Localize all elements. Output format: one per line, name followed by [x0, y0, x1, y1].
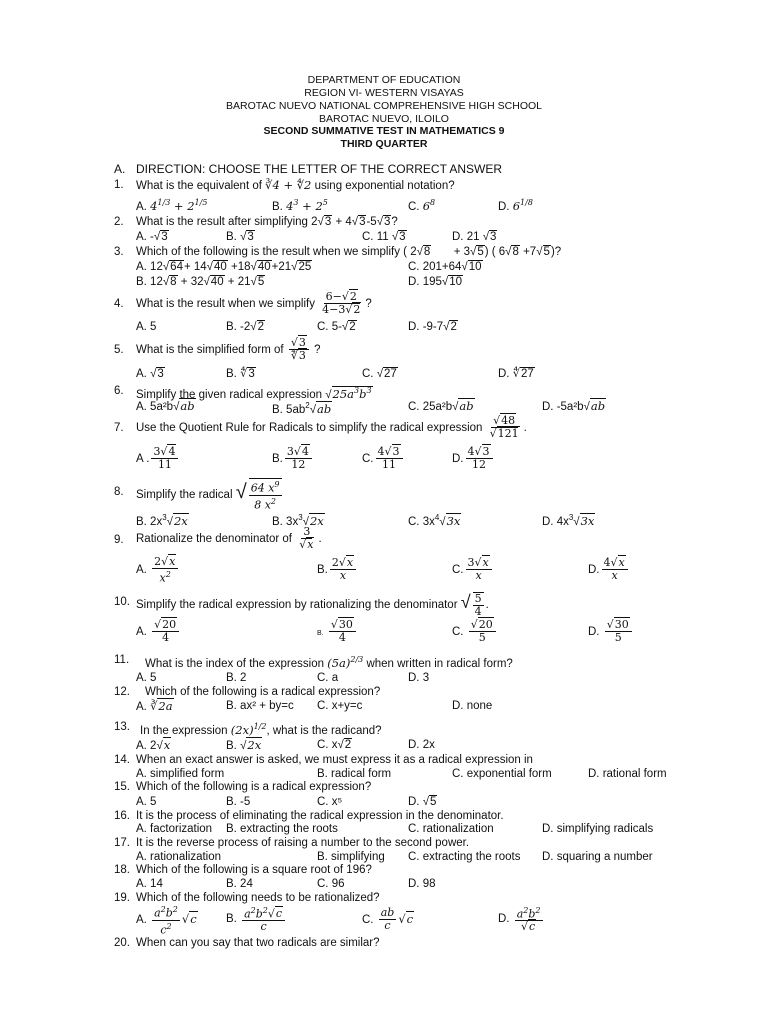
q3-option-b: B. 12√8 + 32√40 + 21√5 — [136, 276, 265, 288]
q7-option-d: D. $\frac{4√3}{12}$ — [452, 445, 495, 473]
q15-option-c: C. x⁵ — [317, 796, 343, 808]
header-address: BAROTAC NUEVO, ILOILO — [319, 113, 449, 125]
q3-option-a: A. 12√64+ 14√40 +18√40+21√25 — [136, 261, 312, 273]
q7-number: 7. — [114, 422, 124, 434]
q19-option-d: D. $\frac{a^2b^2}{√c}$ — [498, 905, 541, 934]
q8-option-c: C. $3x^4√3x$ — [408, 513, 461, 528]
q7-stem: Use the Quotient Rule for Radicals to simplify the radical expression $\frac{√48}{√121}$ . — [136, 414, 527, 441]
q1-option-d: D. $6^{1/8}$ — [498, 198, 533, 213]
q4-fraction: $\frac{6-√2}{4-3√2}$ — [322, 290, 361, 317]
q7-option-c: C. $\frac{4√3}{11}$ — [362, 445, 405, 473]
q17-stem: It is the reverse process of raising a number to the second power. — [136, 837, 470, 849]
q14-option-d: D. rational form — [588, 768, 667, 780]
q5-option-c: C. √27 — [362, 368, 397, 380]
q18-number: 18. — [114, 864, 130, 876]
q3-stem: Which of the following is the result when we simplify ( 2√8 + 3√5) ( 6√8 +7√5)? — [136, 246, 562, 258]
q5-option-d: D. ∜27 — [498, 368, 534, 380]
q15-stem: Which of the following is a radical expression? — [136, 781, 372, 793]
q17-option-b: B. simplifying — [317, 851, 385, 863]
q15-number: 15. — [114, 781, 130, 793]
q1-option-c: C. $6^8$ — [408, 198, 436, 213]
q12-option-d: D. none — [452, 700, 493, 712]
q19-number: 19. — [114, 892, 130, 904]
q10-option-b: B. $\frac{√30}{4}$ — [317, 617, 358, 649]
q1-stem: What is the equivalent of ∛4 + ∜2 using exponential notation? — [136, 178, 455, 192]
q6-option-a: A. 5a²b√ab — [136, 399, 195, 413]
q9-option-d: D. $\frac{4√x}{x}$ — [588, 555, 630, 585]
q16-option-b: B. extracting the roots — [226, 823, 338, 835]
q2-stem: What is the result after simplifying 2√3 + 4√3-5√3? — [136, 216, 398, 228]
test-quarter: THIRD QUARTER — [340, 138, 428, 150]
q15-option-a: A. 5 — [136, 796, 157, 808]
q11-stem: What is the index of the expression $(5a)^{2/3}$ when written in radical form? — [145, 655, 513, 670]
q17-number: 17. — [114, 837, 130, 849]
q16-option-c: C. rationalization — [408, 823, 494, 835]
q9-number: 9. — [114, 534, 124, 546]
q1-number: 1. — [114, 179, 124, 191]
q13-option-a: A. 2√x — [136, 738, 171, 752]
q18-stem: Which of the following is a square root of 196? — [136, 864, 372, 876]
q10-option-d: D. $\frac{√30}{5}$ — [588, 617, 634, 647]
q14-option-b: B. radical form — [317, 768, 392, 780]
q12-stem: Which of the following is a radical expression? — [145, 686, 381, 698]
q15-option-d: D. √5 — [408, 796, 437, 808]
q19-option-c: C. $\frac{ab}{c}$ √c — [362, 906, 414, 933]
q6-stem: Simplify the given radical expression $√25a^3b^3$ — [136, 386, 372, 401]
q8-stem: Simplify the radical √ $\frac{64 x^9}{8 x^2}$ — [136, 480, 280, 512]
q18-option-d: D. 98 — [408, 878, 436, 890]
q9-stem: Rationalize the denominator of $\frac{3}{√x}$ . — [136, 525, 322, 552]
q10-number: 10. — [114, 596, 130, 608]
q16-number: 16. — [114, 810, 130, 822]
q1-option-a: A. $4^{1/3} + 2^{1/5}$ — [136, 198, 208, 213]
q16-stem: It is the process of eliminating the radical expression in the denominator. — [136, 810, 504, 822]
q14-number: 14. — [114, 754, 130, 766]
q12-number: 12. — [114, 686, 130, 698]
q13-option-d: D. 2x — [408, 739, 435, 751]
q7-option-b: B. $\frac{3√4}{12}$ — [272, 445, 314, 473]
q5-option-a: A. √3 — [136, 368, 164, 380]
q8-number: 8. — [114, 486, 124, 498]
q3-number: 3. — [114, 246, 124, 258]
q11-option-d: D. 3 — [408, 672, 430, 684]
header-school: BAROTAC NUEVO NATIONAL COMPREHENSIVE HIGH SCHOOL — [225, 100, 543, 112]
q9-option-b: B. $\frac{2√x}{x}$ — [317, 555, 358, 585]
q17-option-d: D. squaring a number — [542, 851, 653, 863]
q11-option-a: A. 5 — [136, 672, 157, 684]
q13-number: 13. — [114, 721, 130, 733]
test-title: SECOND SUMMATIVE TEST IN MATHEMATICS 9 — [263, 125, 505, 137]
q20-number: 20. — [114, 937, 130, 949]
q10-option-a: A. $\frac{√20}{4}$ — [136, 617, 181, 647]
q18-option-c: C. 96 — [317, 878, 345, 890]
q4-option-c: C. 5-√2 — [317, 321, 356, 333]
q10-stem: Simplify the radical expression by rationalizing the denominator √ $\frac{5}{4}$ . — [136, 591, 489, 618]
q8-option-b: B. $3x^3√2x$ — [272, 513, 324, 528]
q12-option-b: B. ax² + by=c — [226, 700, 294, 712]
q14-stem: When an exact answer is asked, we must express it as a radical expression in — [136, 754, 533, 766]
header-region: REGION VI- WESTERN VISAYAS — [304, 87, 464, 99]
q5-option-b: B. ∜3 — [226, 368, 255, 380]
direction-text: DIRECTION: CHOOSE THE LETTER OF THE CORRECT ANSWER — [136, 162, 503, 176]
q8-option-a: B. $2x^3√2x$ — [136, 513, 188, 528]
q18-option-a: A. 14 — [136, 878, 163, 890]
q6-option-b: B. $5ab^2√ab$ — [272, 401, 332, 416]
q11-option-c: C. a — [317, 672, 339, 684]
q4-option-b: B. -2√2 — [226, 321, 265, 333]
q1-option-b: B. $4^3 + 2^5$ — [272, 198, 328, 213]
q7-option-a: A . $\frac{3√4}{11}$ — [136, 445, 180, 473]
q12-option-a: A. ∛2a — [136, 699, 173, 713]
q6-option-d: D. -5a²b√ab — [542, 399, 606, 413]
direction-label: A. — [114, 162, 126, 176]
q11-option-b: B. 2 — [226, 672, 247, 684]
q4-number: 4. — [114, 298, 124, 310]
q17-option-c: C. extracting the roots — [408, 851, 521, 863]
q13-option-b: B. √2x — [226, 738, 262, 752]
q11-number: 11. — [114, 654, 130, 666]
q2-option-a: A. -√3 — [136, 231, 168, 243]
q17-option-a: A. rationalization — [136, 851, 222, 863]
q10-option-c: C. $\frac{√20}{5}$ — [452, 617, 498, 647]
q14-option-c: C. exponential form — [452, 768, 552, 780]
q19-option-a: A. $\frac{a^2b^2}{c^2}$ √c — [136, 905, 197, 937]
q8-option-d: D. $4x^3√3x$ — [542, 513, 595, 528]
q18-option-b: B. 24 — [226, 878, 253, 890]
q5-stem: What is the simplified form of $\frac{√3}{∜3}$ ? — [136, 336, 321, 363]
header-department: DEPARTMENT OF EDUCATION — [307, 74, 461, 86]
q19-stem: Which of the following needs to be rationalized? — [136, 892, 380, 904]
q19-option-b: B. $\frac{a^2b^2√c}{c}$ — [226, 904, 287, 934]
q14-option-a: A. simplified form — [136, 768, 225, 780]
q2-number: 2. — [114, 216, 124, 228]
q16-option-d: D. simplifying radicals — [542, 823, 654, 835]
q2-option-c: C. 11 √3 — [362, 231, 406, 243]
q13-option-c: C. x√2 — [317, 739, 352, 751]
q6-option-c: C. 25a²b√ab — [408, 399, 474, 413]
q3-option-c: C. 201+64√10 — [408, 261, 482, 273]
q4-option-a: A. 5 — [136, 321, 157, 333]
q2-option-d: D. 21 √3 — [452, 231, 497, 243]
q4-stem: What is the result when we simplify $\frac{6-√2}{4-3√2}$ ? — [136, 290, 372, 317]
q12-option-c: C. x+y=c — [317, 700, 363, 712]
q4-option-d: D. -9-7√2 — [408, 321, 457, 333]
q15-option-b: B. -5 — [226, 796, 251, 808]
q16-option-a: A. factorization — [136, 823, 213, 835]
q9-option-a: A. $\frac{2√x}{x^2}$ — [136, 555, 180, 585]
q2-option-b: B. √3 — [226, 231, 254, 243]
q6-number: 6. — [114, 385, 124, 397]
q3-option-d: D. 195√10 — [408, 276, 462, 288]
q5-number: 5. — [114, 344, 124, 356]
q13-stem: In the expression $(2x)^{1/2}$, what is the radicand? — [140, 722, 382, 737]
q9-option-c: C. $\frac{3√x}{x}$ — [452, 555, 494, 585]
q20-stem: When can you say that two radicals are similar? — [136, 937, 380, 949]
